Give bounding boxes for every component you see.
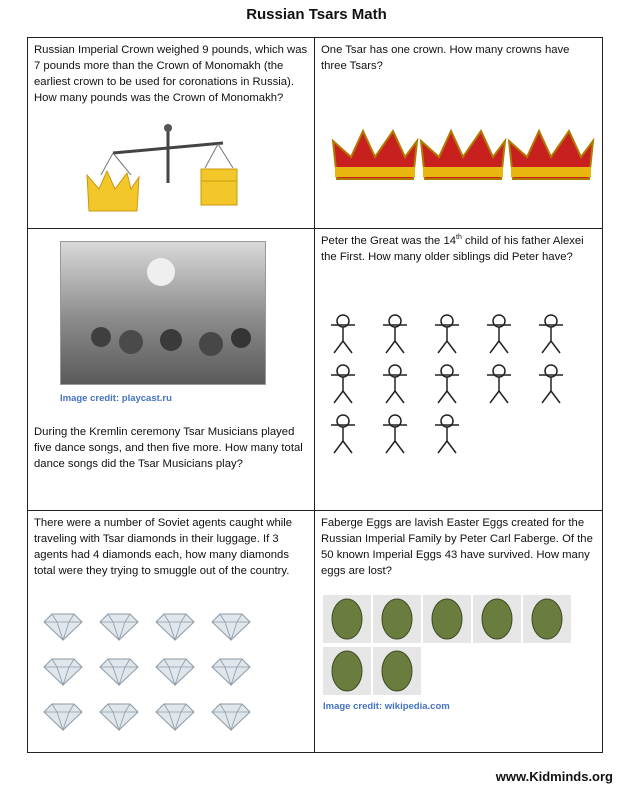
egg-image xyxy=(473,595,521,643)
crown-icon xyxy=(509,131,593,179)
egg-image xyxy=(323,647,371,695)
question-text: One Tsar has one crown. How many crowns have three Tsars? xyxy=(321,44,570,72)
question-diamonds xyxy=(28,511,314,753)
site-footer: www.Kidminds.org xyxy=(495,769,613,784)
diamonds-illustration xyxy=(42,614,272,732)
image-credit: Image credit: wikipedia.com xyxy=(323,701,450,712)
question-eggs xyxy=(315,511,603,753)
egg-image xyxy=(523,595,571,643)
question-text: There were a number of Soviet agents caught while traveling with Tsar diamonds in their luggage. If 3 agents had 4 diamonds each, how many diamonds total were they trying to smuggle out of the country. xyxy=(34,517,293,577)
question-crown-weight xyxy=(28,38,314,228)
worksheet-grid xyxy=(27,37,603,753)
question-text: Russian Imperial Crown weighed 9 pounds, which was 7 pounds more than the Crown of Monomakh (the earliest crown to be used for coronations in Russia). How many pounds was the Crown of Monomakh? xyxy=(34,44,308,104)
image-credit: Image credit: playcast.ru xyxy=(60,393,172,404)
crown-icon xyxy=(333,131,417,179)
question-text: Peter the Great was the 14th child of his father Alexei the First. How many older siblings did Peter have? xyxy=(321,234,584,263)
balance-scale-illustration xyxy=(83,123,253,218)
egg-image xyxy=(423,595,471,643)
egg-image xyxy=(323,595,371,643)
question-text: Faberge Eggs are lavish Easter Eggs created for the Russian Imperial Family by Peter Carl Faberge. Of the 50 known Imperial Eggs 43 have survived. How many eggs are lost? xyxy=(321,517,593,577)
crown-icon xyxy=(421,131,505,179)
egg-image xyxy=(373,595,421,643)
egg-image xyxy=(373,647,421,695)
crowns-illustration xyxy=(333,123,593,185)
page-title: Russian Tsars Math xyxy=(246,6,387,23)
question-dance-songs xyxy=(28,229,314,510)
stick-figures-illustration xyxy=(325,313,587,463)
question-text: During the Kremlin ceremony Tsar Musicians played five dance songs, and then five more. How many total dance songs did the Tsar Musicians play? xyxy=(34,426,303,470)
question-crowns xyxy=(315,38,603,228)
question-siblings xyxy=(315,229,603,510)
ballroom-photo xyxy=(60,241,266,385)
